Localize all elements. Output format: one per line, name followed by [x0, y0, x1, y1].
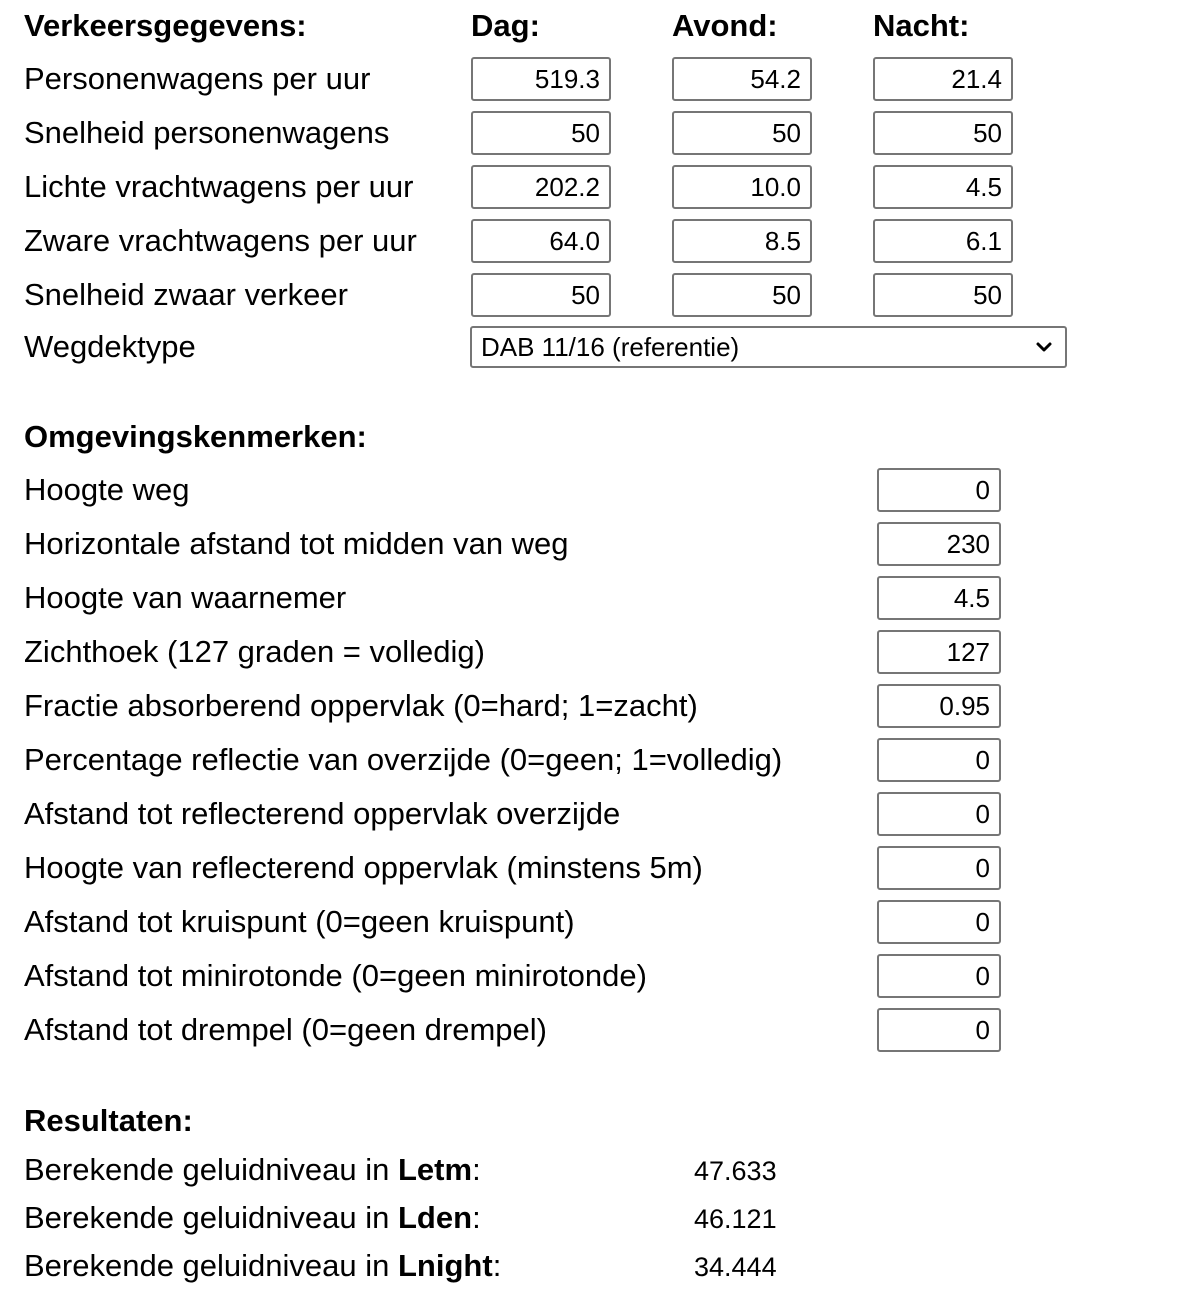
result-label-letm	[24, 1152, 481, 1188]
light-trucks-evening-input[interactable]: 10.0	[672, 165, 812, 209]
environment-heading: Omgevingskenmerken:	[24, 419, 367, 454]
reflection-percentage-input[interactable]: 0	[877, 738, 1001, 782]
reflecting-height-input[interactable]: 0	[877, 846, 1001, 890]
result-metric: Lnight	[398, 1248, 493, 1283]
speed-bump-distance-input[interactable]: 0	[877, 1008, 1001, 1052]
result-suffix: :	[472, 1200, 481, 1235]
absorbing-fraction-input[interactable]: 0.95	[877, 684, 1001, 728]
light-trucks-day-input[interactable]: 202.2	[471, 165, 611, 209]
traffic-heading: Verkeersgegevens:	[24, 8, 307, 43]
intersection-distance-input[interactable]: 0	[877, 900, 1001, 944]
heavy-trucks-day-input[interactable]: 64.0	[471, 219, 611, 263]
env-row-label: Afstand tot reflecterend oppervlak overzijde	[24, 796, 621, 831]
traffic-row-label: Snelheid zwaar verkeer	[24, 277, 348, 312]
column-header-night: Nacht:	[873, 8, 970, 43]
view-angle-input[interactable]: 127	[877, 630, 1001, 674]
traffic-row-label: Snelheid personenwagens	[24, 115, 390, 150]
cars-per-hour-night-input[interactable]: 21.4	[873, 57, 1013, 101]
heavy-speed-night-input[interactable]: 50	[873, 273, 1013, 317]
column-header-day: Dag:	[471, 8, 540, 43]
result-suffix: :	[472, 1152, 481, 1187]
env-row-label: Hoogte van waarnemer	[24, 580, 347, 615]
result-label-lden	[24, 1200, 481, 1236]
env-row-label: Afstand tot drempel (0=geen drempel)	[24, 1012, 547, 1047]
traffic-row-label: Lichte vrachtwagens per uur	[24, 169, 414, 204]
road-surface-select[interactable]	[470, 326, 1067, 368]
chevron-down-icon	[1035, 338, 1053, 356]
result-value-lden: 46.121	[694, 1204, 777, 1234]
cars-per-hour-day-input[interactable]: 519.3	[471, 57, 611, 101]
result-prefix: Berekende geluidniveau in	[24, 1248, 398, 1283]
road-height-input[interactable]: 0	[877, 468, 1001, 512]
result-suffix: :	[492, 1248, 502, 1283]
road-surface-label: Wegdektype	[24, 329, 196, 364]
road-surface-selected-value: DAB 11/16 (referentie)	[481, 332, 740, 362]
result-value-lnight: 34.444	[694, 1252, 777, 1282]
heavy-trucks-night-input[interactable]: 6.1	[873, 219, 1013, 263]
horizontal-distance-input[interactable]: 230	[877, 522, 1001, 566]
result-label-lnight	[24, 1248, 501, 1284]
result-value-letm: 47.633	[694, 1156, 777, 1186]
result-prefix: Berekende geluidniveau in	[24, 1200, 398, 1235]
observer-height-input[interactable]: 4.5	[877, 576, 1001, 620]
light-trucks-night-input[interactable]: 4.5	[873, 165, 1013, 209]
env-row-label: Afstand tot minirotonde (0=geen minirotonde)	[24, 958, 647, 993]
env-row-label: Hoogte van reflecterend oppervlak (minstens 5m)	[24, 850, 703, 885]
column-header-evening: Avond:	[672, 8, 778, 43]
result-metric: Lden	[398, 1200, 473, 1235]
reflecting-distance-input[interactable]: 0	[877, 792, 1001, 836]
heavy-speed-evening-input[interactable]: 50	[672, 273, 812, 317]
result-prefix: Berekende geluidniveau in	[24, 1152, 398, 1187]
traffic-row-label: Zware vrachtwagens per uur	[24, 223, 417, 258]
car-speed-evening-input[interactable]: 50	[672, 111, 812, 155]
heavy-speed-day-input[interactable]: 50	[471, 273, 611, 317]
traffic-row-label: Personenwagens per uur	[24, 61, 371, 96]
env-row-label: Hoogte weg	[24, 472, 190, 507]
result-metric: Letm	[398, 1152, 473, 1187]
heavy-trucks-evening-input[interactable]: 8.5	[672, 219, 812, 263]
env-row-label: Fractie absorberend oppervlak (0=hard; 1=zacht)	[24, 688, 698, 723]
car-speed-day-input[interactable]: 50	[471, 111, 611, 155]
env-row-label: Percentage reflectie van overzijde (0=geen; 1=volledig)	[24, 742, 783, 777]
car-speed-night-input[interactable]: 50	[873, 111, 1013, 155]
env-row-label: Afstand tot kruispunt (0=geen kruispunt)	[24, 904, 575, 939]
minirotonde-distance-input[interactable]: 0	[877, 954, 1001, 998]
cars-per-hour-evening-input[interactable]: 54.2	[672, 57, 812, 101]
results-heading: Resultaten:	[24, 1103, 193, 1138]
env-row-label: Horizontale afstand tot midden van weg	[24, 526, 569, 561]
env-row-label: Zichthoek (127 graden = volledig)	[24, 634, 485, 669]
